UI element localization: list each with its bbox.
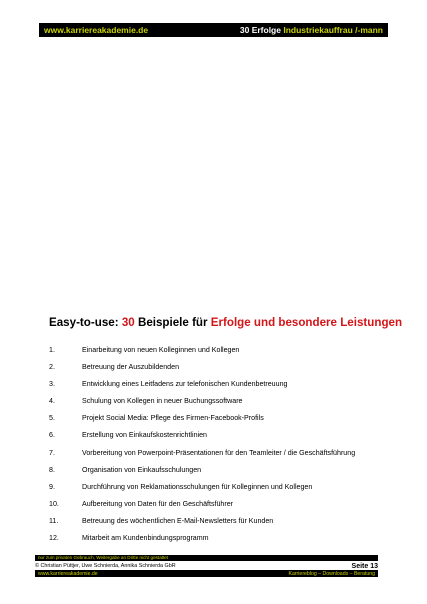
list-item-number: 9.	[49, 482, 55, 491]
list-item-text: Betreuung der Auszubildenden	[82, 363, 180, 372]
list-item-number: 4.	[49, 397, 55, 406]
footer-usage-note: nur zum privaten Gebrauch, Weitergabe an Dritte nicht gestattet	[35, 555, 378, 561]
list-item-number: 10.	[49, 499, 59, 508]
list-item-number: 1.	[49, 346, 55, 354]
list-item-text: Schulung von Kollegen in neuer Buchungssoftware	[82, 397, 243, 406]
header-bar	[39, 23, 388, 37]
list-item-number: 2.	[49, 363, 55, 372]
list-item-number: 12.	[49, 534, 59, 543]
list-item-number: 3.	[49, 380, 55, 389]
heading-part1: Easy-to-use:	[49, 316, 122, 329]
page-number: Seite 13	[351, 562, 378, 570]
header-site-link[interactable]: www.karriereakademie.de	[44, 25, 149, 35]
list-item-text: Mitarbeit am Kundenbindungsprogramm	[82, 534, 209, 543]
list-item	[49, 431, 389, 448]
footer-bar	[35, 570, 378, 577]
list-item-text: Durchführung von Reklamationsschulungen für Kolleginnen und Kollegen	[82, 482, 313, 491]
list-item-number: 11.	[49, 516, 59, 525]
list-item-text: Erstellung von Einkaufskostenrichtlinien	[82, 431, 207, 440]
list-item	[49, 500, 389, 517]
list-item	[49, 380, 389, 397]
list-item-number: 8.	[49, 465, 55, 474]
success-list	[49, 346, 389, 551]
list-item-text: Einarbeitung von neuen Kolleginnen und Kollegen	[82, 346, 240, 354]
page-heading	[49, 316, 402, 329]
list-item	[49, 449, 389, 466]
footer-copyright: © Christian Püttjer, Uwe Schnierda, Annika Schnierda GbR	[35, 563, 176, 569]
header-title-highlight: Industriekauffrau /-mann	[283, 25, 383, 35]
list-item	[49, 534, 389, 551]
list-item	[49, 346, 389, 363]
footer-row	[35, 562, 378, 570]
list-item-text: Projekt Social Media: Pflege des Firmen-Facebook-Profils	[82, 414, 264, 423]
footer-links[interactable]: Karriereblog – Downloads – Beratung	[288, 570, 375, 577]
list-item-text: Betreuung des wöchentlichen E-Mail-Newsletters für Kunden	[82, 516, 274, 525]
list-item	[49, 363, 389, 380]
list-item	[49, 517, 389, 534]
heading-part3: Erfolge und besondere Leistungen	[210, 316, 403, 329]
list-item-number: 7.	[49, 448, 55, 457]
list-item-number: 5.	[49, 414, 55, 423]
heading-part2: Beispiele für	[134, 316, 211, 329]
list-item-number: 6.	[49, 431, 55, 440]
list-item-text: Aufbereitung von Daten für den Geschäftsführer	[82, 499, 234, 508]
header-title	[240, 25, 383, 35]
header-title-prefix: 30 Erfolge	[239, 25, 284, 35]
list-item-text: Organisation von Einkaufsschulungen	[82, 465, 202, 474]
list-item	[49, 483, 389, 500]
list-item	[49, 466, 389, 483]
heading-number: 30	[121, 316, 135, 329]
list-item	[49, 397, 389, 414]
list-item	[49, 414, 389, 431]
list-item-text: Entwicklung eines Leitfadens zur telefonischen Kundenbetreuung	[82, 380, 288, 389]
footer-site-link[interactable]: www.karriereakademie.de	[38, 570, 98, 577]
list-item-text: Vorbereitung von Powerpoint-Präsentationen für den Teamleiter / die Geschäftsführung	[82, 448, 356, 457]
